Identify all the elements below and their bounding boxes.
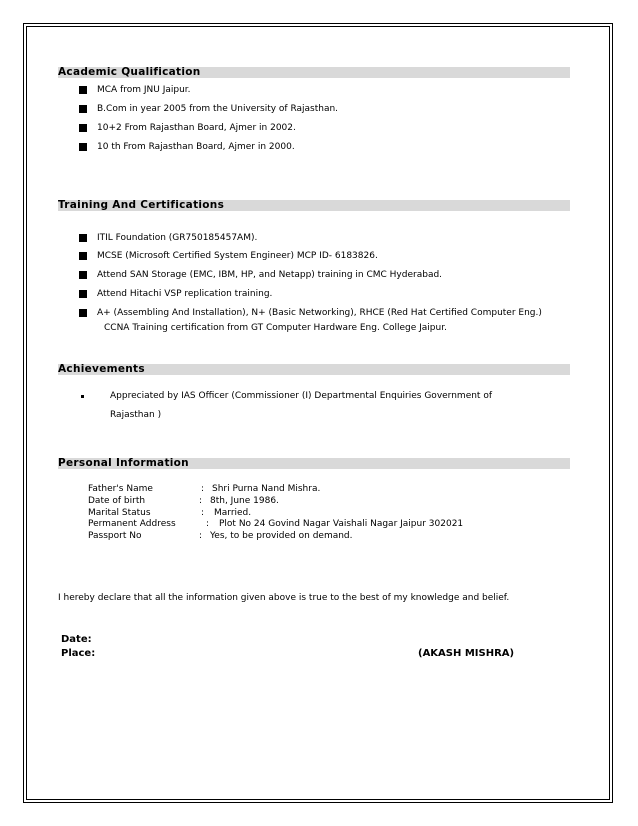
personal-label: Date of birth — [88, 496, 146, 506]
personal-value: Plot No 24 Govind Nagar Vaishali Nagar Jaipur 302021 — [219, 519, 464, 529]
personal-value: Yes, to be provided on demand. — [210, 531, 353, 541]
academic-heading-bar — [58, 67, 570, 78]
square-bullet-icon — [79, 252, 87, 260]
training-heading-bar — [58, 200, 570, 211]
signature-name: (AKASH MISHRA) — [418, 648, 515, 659]
square-bullet-icon — [79, 271, 87, 279]
square-bullet-icon — [79, 105, 87, 113]
square-bullet-icon — [79, 234, 87, 242]
personal-value: Shri Purna Nand Mishra. — [212, 484, 321, 494]
personal-label: Marital Status — [88, 508, 151, 518]
personal-value: 8th, June 1986. — [210, 496, 279, 506]
personal-label: Father's Name — [88, 484, 153, 494]
training-heading: Training And Certifications — [58, 199, 225, 211]
achievement-line: Appreciated by IAS Officer (Commissioner (I) Departmental Enquiries Government of — [110, 391, 492, 401]
personal-label: Permanent Address — [88, 519, 176, 529]
square-bullet-icon — [79, 143, 87, 151]
training-item-continuation: CCNA Training certification from GT Computer Hardware Eng. College Jaipur. — [104, 323, 447, 333]
personal-label: Passport No — [88, 531, 142, 541]
place-label: Place: — [61, 648, 96, 659]
square-bullet-icon — [79, 86, 87, 94]
personal-value: Married. — [214, 508, 252, 518]
resume-page: Academic Qualification MCA from JNU Jaipur. B.Com in year 2005 from the University of Rajasthan. 10+2 From Rajasthan Board, Ajmer in 2002. 10 th From Rajasthan Board, Ajmer in 2000. Training And Certifications ITIL Foundation (GR750185457AM). MCSE (Microsoft Certified System Engineer) MCP ID- 6183826. Attend SAN Storage (EMC, IBM, HP, and Netapp) training in CMC Hyderabad. Attend Hitachi VSP replication training. A+ (Assembling And Installation), N+ (Basic Networking), RHCE (Red Hat Certified Computer Eng.) CCNA Training certification from GT Computer Hardware Eng. College Jaipur. Achievements Appreciated by IAS Officer (Commissioner (I) Departmental Enquiries Government of Rajasthan ) Personal Information Father's Name : Shri Purna Nand Mishra. Date of birth : 8th, June 1986. Marital Status : Married. Permanent Address : Plot No 24 Govind Nagar Vaishali Nagar Jaipur 302021 Passport No : Yes, to be provided on demand. I hereby declare that all the information given above is true to the best of my knowledge and belief. Date: Place: (AKASH MISHRA) — [0, 0, 638, 826]
square-bullet-icon — [79, 309, 87, 317]
achievements-heading-bar — [58, 364, 570, 375]
declaration-text: I hereby declare that all the information given above is true to the best of my knowledge and belief. — [58, 593, 510, 603]
achievement-line: Rajasthan ) — [110, 410, 162, 420]
achievements-heading: Achievements — [58, 363, 145, 375]
square-bullet-icon — [79, 124, 87, 132]
square-bullet-icon — [79, 290, 87, 298]
personal-heading: Personal Information — [58, 457, 189, 469]
date-label: Date: — [61, 634, 92, 645]
small-bullet-icon — [81, 395, 84, 398]
personal-heading-bar — [58, 458, 570, 469]
academic-heading: Academic Qualification — [58, 66, 201, 78]
